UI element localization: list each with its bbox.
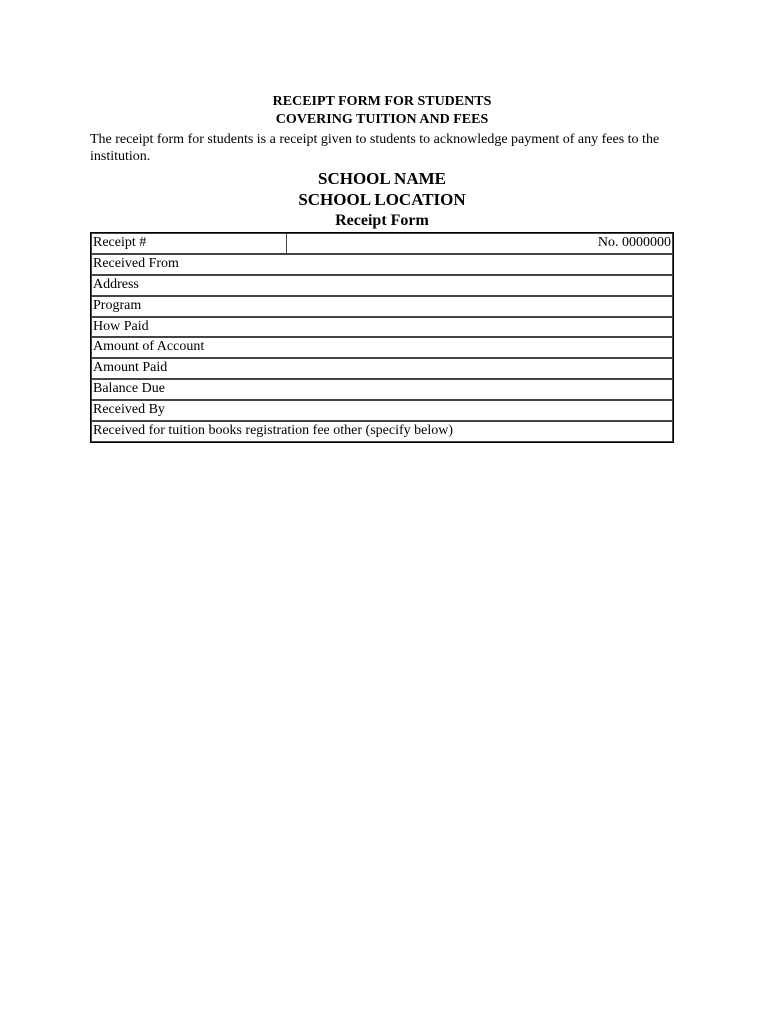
school-name: SCHOOL NAME	[318, 169, 446, 188]
document-page	[90, 93, 674, 443]
school-location: SCHOOL LOCATION	[298, 190, 466, 209]
receipt-table	[90, 232, 674, 443]
field-amount-paid: Amount Paid	[93, 360, 168, 376]
table-row	[91, 317, 673, 338]
field-amount-of-account: Amount of Account	[93, 339, 205, 355]
intro-paragraph: The receipt form for students is a receipt given to students to acknowledge payment of any fees to the institution.	[90, 132, 660, 164]
field-balance-due: Balance Due	[93, 381, 165, 397]
field-received-for: Received for tuition books registration fee other (specify below)	[93, 423, 453, 439]
field-program: Program	[93, 297, 142, 313]
field-how-paid: How Paid	[93, 318, 149, 334]
document-title-line-1: RECEIPT FORM FOR STUDENTS	[272, 94, 492, 109]
table-row-receipt-number	[91, 233, 673, 254]
table-row	[91, 296, 673, 317]
table-row	[91, 254, 673, 275]
field-received-from: Received From	[93, 255, 179, 271]
table-row	[91, 400, 673, 421]
receipt-number-value: No. 0000000	[597, 235, 671, 250]
receipt-number-label: Receipt #	[92, 234, 287, 253]
table-row	[91, 275, 673, 296]
table-row	[91, 421, 673, 442]
table-row	[91, 358, 673, 379]
table-row	[91, 337, 673, 358]
receipt-form-title: Receipt Form	[335, 212, 429, 229]
field-address: Address	[93, 276, 139, 292]
table-row	[91, 379, 673, 400]
document-title-line-2: COVERING TUITION AND FEES	[275, 112, 489, 127]
field-received-by: Received By	[93, 402, 165, 418]
